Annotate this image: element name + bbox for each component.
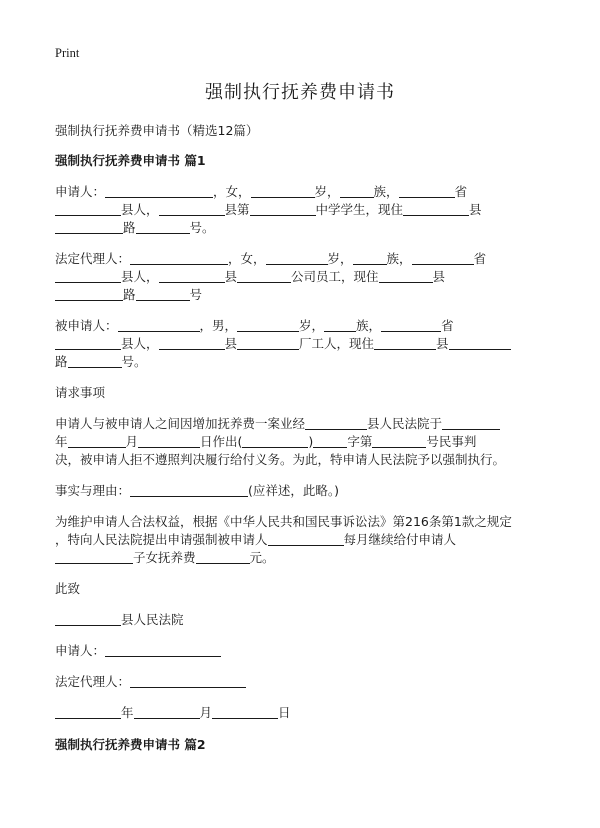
applicant-line-2: 县人， 县第 中学学生，现住 县 bbox=[55, 201, 482, 219]
basis-line-1: 为维护申请人合法权益，根据《中华人民共和国民事诉讼法》第216条第1款之规定 bbox=[55, 514, 512, 529]
basis-line-2: ，特向人民法院提出申请强制被申请人 每月继续给付申请人 bbox=[55, 532, 457, 547]
document-subtitle: 强制执行抚养费申请书（精选12篇） bbox=[55, 123, 259, 138]
salutation: 此致 bbox=[55, 581, 81, 596]
respondent-line-3: 路 号。 bbox=[55, 354, 147, 369]
section-heading-2: 强制执行抚养费申请书 篇2 bbox=[55, 737, 206, 752]
section-heading-1: 强制执行抚养费申请书 篇1 bbox=[55, 153, 206, 168]
guardian-line-1: 法定代理人： ，女， 岁， 族， 省 bbox=[55, 251, 487, 266]
applicant-line-3: 路 号。 bbox=[55, 219, 215, 237]
print-label: Print bbox=[55, 46, 80, 60]
guardian-line-3: 路 号 bbox=[55, 286, 202, 304]
request-heading: 请求事项 bbox=[55, 385, 106, 400]
page-title: 强制执行抚养费申请书 bbox=[205, 82, 395, 103]
applicant-line-1: 申请人： ，女， 岁， 族， 省 bbox=[55, 184, 468, 199]
signature-applicant: 申请人： bbox=[55, 642, 221, 660]
facts-line: 事实与理由： (应祥述，此略。) bbox=[55, 483, 340, 498]
basis-line-3: 子女抚养费 元。 bbox=[55, 549, 275, 567]
respondent-line-1: 被申请人： ，男， 岁， 族， 省 bbox=[55, 318, 454, 333]
respondent-line-2: 县人， 县 厂工人，现住 县 bbox=[55, 335, 511, 353]
date-line: 年 月 日 bbox=[55, 704, 291, 722]
court-line: 县人民法院 bbox=[55, 611, 184, 629]
signature-guardian: 法定代理人： bbox=[55, 673, 246, 691]
guardian-line-2: 县人， 县 公司员工，现住 县 bbox=[55, 268, 445, 286]
request-line-1: 申请人与被申请人之间因增加抚养费一案业经 县人民法院于 bbox=[55, 415, 500, 433]
request-line-3: 决，被申请人拒不遵照判决履行给付义务。为此，特申请人民法院予以强制执行。 bbox=[55, 452, 506, 467]
request-line-2: 年 月 日作出( ) 字第 号民事判 bbox=[55, 434, 477, 449]
